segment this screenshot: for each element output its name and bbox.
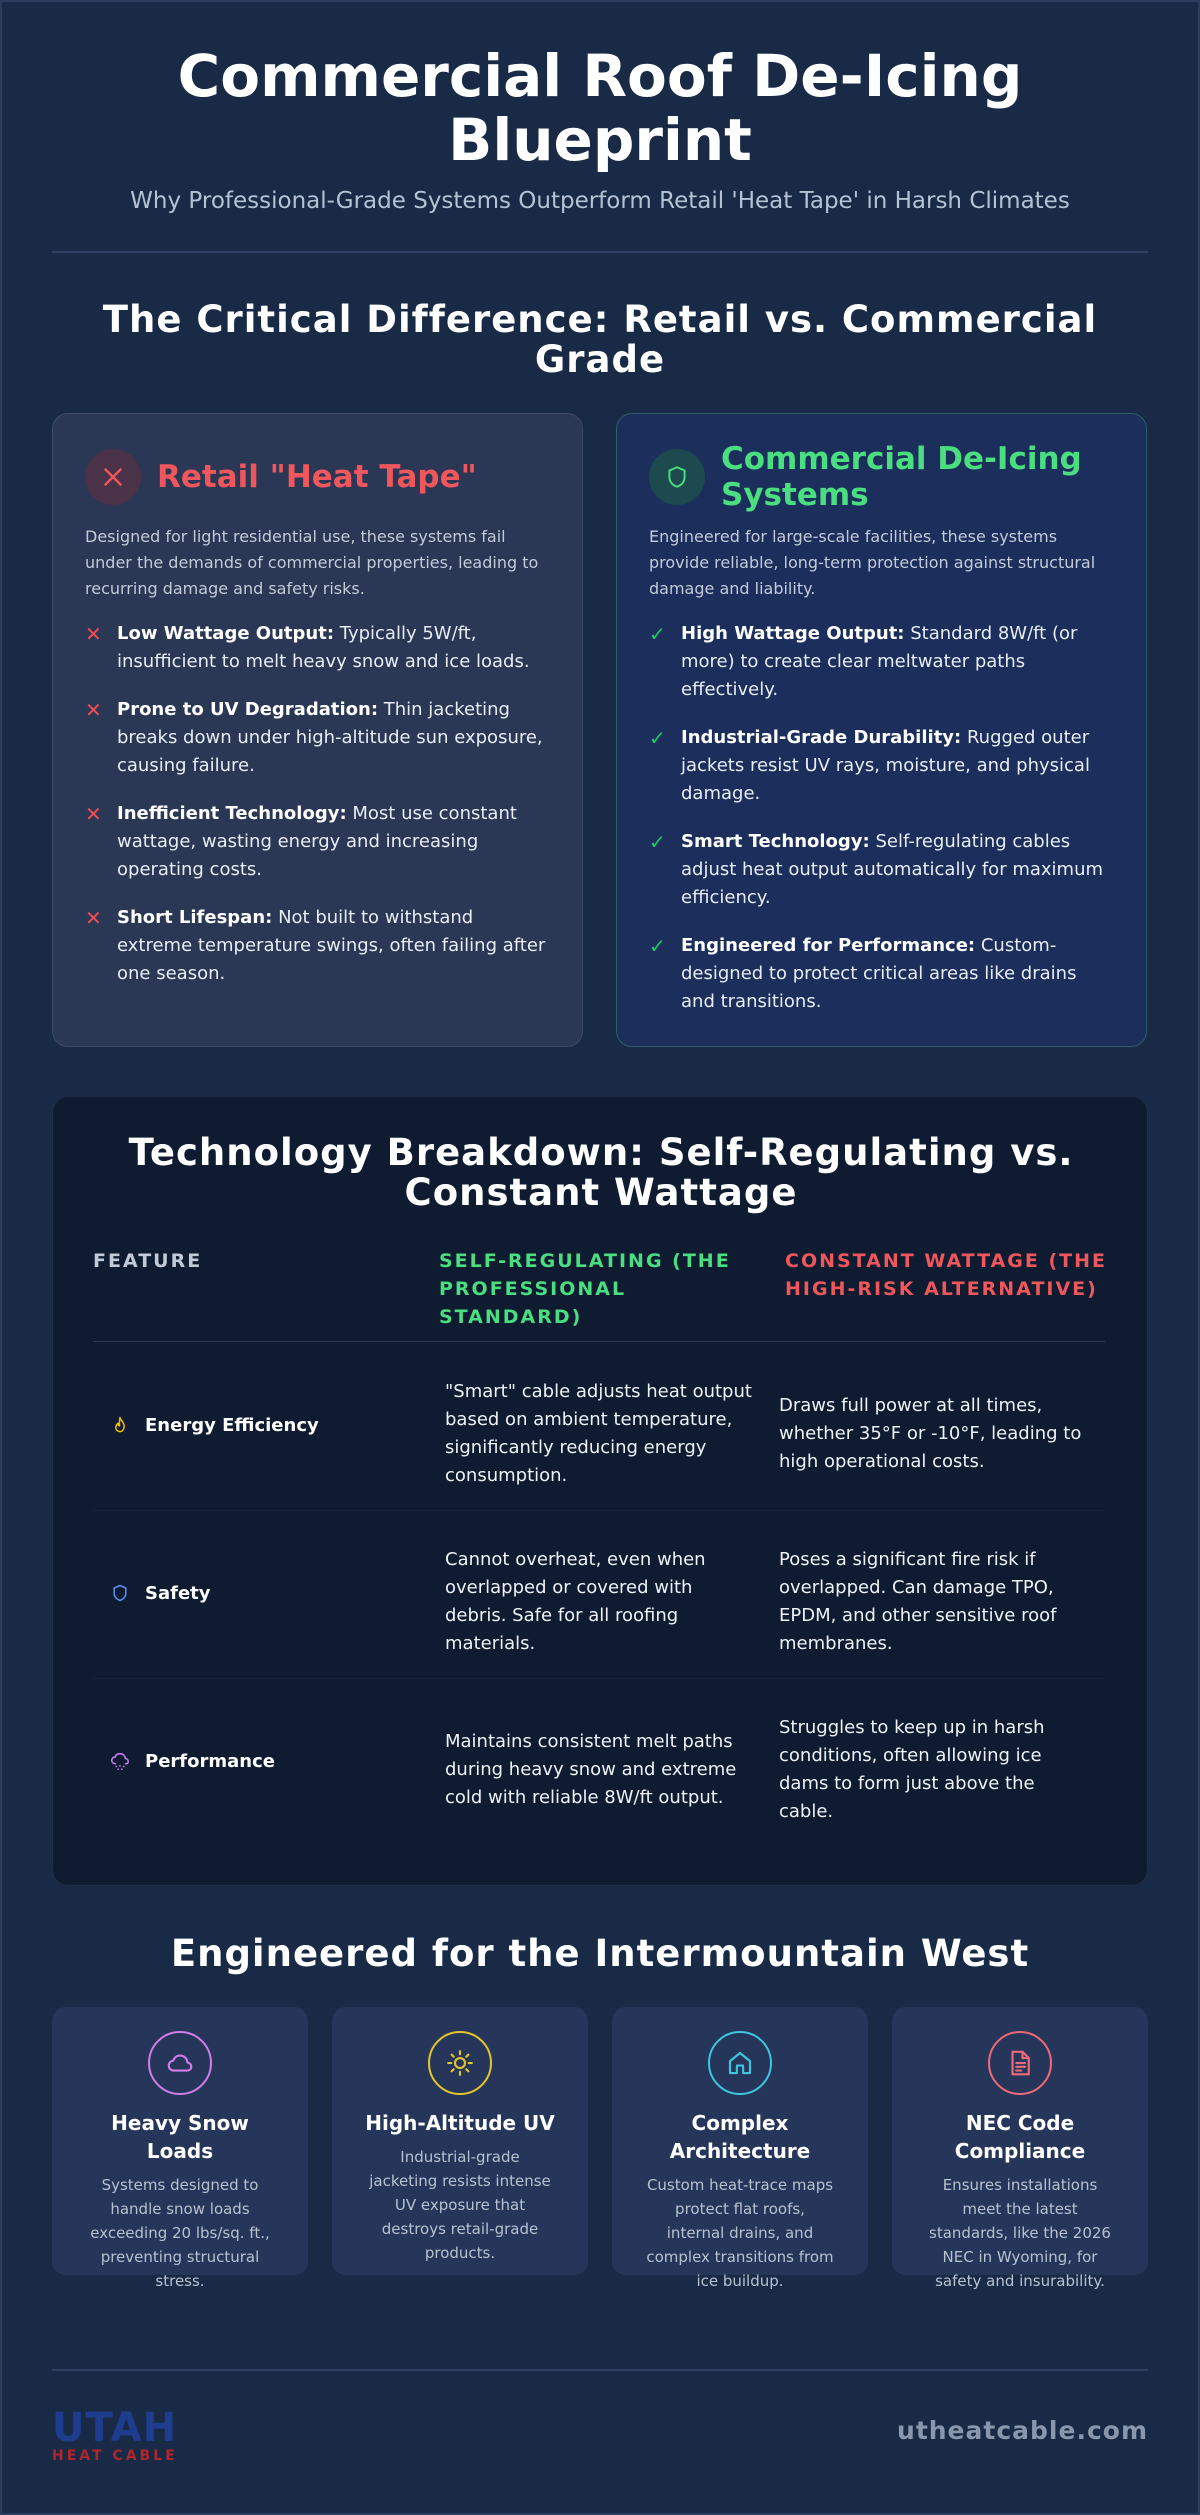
cloud-snow-icon xyxy=(109,1750,131,1772)
feature-cards xyxy=(52,2007,1148,2290)
item-label: Inefficient Technology: xyxy=(117,803,347,824)
retail-card-description: Designed for light residential use, these systems fail under the demands of commercial properties, leading to recurring damage and safety risks. xyxy=(85,527,539,598)
self-regulating-cell: "Smart" cable adjusts heat output based on ambient temperature, significantly reducing energy consumption. xyxy=(445,1381,752,1486)
self-regulating-cell: Maintains consistent melt paths during heavy snow and extreme cold with reliable 8W/ft output. xyxy=(445,1731,737,1808)
constant-wattage-cell: Struggles to keep up in harsh conditions, often allowing ice dams to form just above the cable. xyxy=(779,1717,1045,1822)
feature-card-text: Systems designed to handle snow loads exceeding 20 lbs/sq. ft., preventing structural stress. xyxy=(90,2176,270,2290)
item-text: Standard 8W/ft (or more) to create clear meltwater paths effectively. xyxy=(681,623,1078,700)
item-text: Rugged outer jackets resist UV rays, moisture, and physical damage. xyxy=(681,727,1090,804)
flame-icon xyxy=(109,1414,131,1436)
shield-icon xyxy=(109,1582,131,1604)
item-label: Prone to UV Degradation: xyxy=(117,699,379,720)
item-text: Custom-designed to protect critical areas like drains and transitions. xyxy=(681,935,1077,1012)
home-icon xyxy=(708,2031,772,2095)
feature-card-text: Ensures installations meet the latest standards, like the 2026 NEC in Wyoming, for safety and insurability. xyxy=(929,2176,1111,2290)
page-title: Commercial Roof De-Icing Blueprint xyxy=(177,42,1023,174)
item-label: Engineered for Performance: xyxy=(681,935,976,956)
list-item xyxy=(85,620,550,676)
feature-card xyxy=(612,2007,868,2290)
footer-divider xyxy=(52,2369,1148,2371)
table-row xyxy=(53,1678,1149,1846)
item-label: High Wattage Output: xyxy=(681,623,905,644)
header-divider xyxy=(52,251,1148,253)
commercial-card-title: Commercial De-Icing Systems xyxy=(721,441,1082,513)
list-item xyxy=(85,696,550,780)
feature-card xyxy=(892,2007,1148,2290)
feature-card-title: Heavy Snow Loads xyxy=(111,2111,249,2163)
check-icon: ✓ xyxy=(649,934,666,958)
item-label: Smart Technology: xyxy=(681,831,870,852)
sun-icon xyxy=(428,2031,492,2095)
document-icon xyxy=(988,2031,1052,2095)
logo-sub-text: HEAT CABLE xyxy=(52,2448,178,2464)
list-item xyxy=(649,932,1114,1016)
table-row xyxy=(53,1342,1149,1510)
retail-card-title: Retail "Heat Tape" xyxy=(157,459,477,495)
column-header-feature: FEATURE xyxy=(93,1250,203,1272)
item-label: Low Wattage Output: xyxy=(117,623,335,644)
commercial-card xyxy=(616,413,1147,1047)
commercial-items xyxy=(649,620,1114,1016)
commercial-card-description: Engineered for large-scale facilities, these systems provide reliable, long-term protection against structural damage and liability. xyxy=(649,527,1096,598)
x-mark-icon: ✕ xyxy=(85,622,102,646)
retail-card xyxy=(52,413,583,1047)
x-icon xyxy=(85,449,141,505)
self-regulating-cell: Cannot overheat, even when overlapped or covered with debris. Safe for all roofing materials. xyxy=(445,1549,706,1654)
check-icon: ✓ xyxy=(649,726,666,750)
feature-card-text: Custom heat-trace maps protect flat roofs, internal drains, and complex transitions from ice buildup. xyxy=(646,2176,834,2290)
list-item xyxy=(85,904,550,988)
column-header-constant-wattage: CONSTANT WATTAGE (THE HIGH-RISK ALTERNATIVE) xyxy=(785,1250,1107,1300)
item-text: Typically 5W/ft, insufficient to melt heavy snow and ice loads. xyxy=(117,623,530,672)
check-icon: ✓ xyxy=(649,622,666,646)
comparison-title: The Critical Difference: Retail vs. Commercial Grade xyxy=(102,298,1098,381)
feature-card xyxy=(52,2007,308,2290)
item-text: Thin jacketing breaks down under high-altitude sun exposure, causing failure. xyxy=(117,699,543,776)
item-label: Short Lifespan: xyxy=(117,907,273,928)
x-mark-icon: ✕ xyxy=(85,906,102,930)
technology-title: Technology Breakdown: Self-Regulating vs. Constant Wattage xyxy=(128,1131,1074,1214)
list-item xyxy=(649,724,1114,808)
feature-card-title: Complex Architecture xyxy=(669,2111,811,2163)
list-item xyxy=(649,828,1114,912)
shield-icon xyxy=(649,449,705,505)
logo-main-text: UTAH xyxy=(52,2405,178,2451)
constant-wattage-cell: Poses a significant fire risk if overlapped. Can damage TPO, EPDM, and other sensitive roof membranes. xyxy=(779,1549,1057,1654)
cloud-icon xyxy=(148,2031,212,2095)
x-mark-icon: ✕ xyxy=(85,802,102,826)
column-header-self-regulating: SELF-REGULATING (THE PROFESSIONAL STANDARD) xyxy=(439,1250,731,1328)
feature-card xyxy=(332,2007,588,2275)
item-text: Not built to withstand extreme temperature swings, often failing after one season. xyxy=(117,907,546,984)
feature-card-title: NEC Code Compliance xyxy=(954,2111,1086,2163)
check-icon: ✓ xyxy=(649,830,666,854)
item-label: Industrial-Grade Durability: xyxy=(681,727,962,748)
constant-wattage-cell: Draws full power at all times, whether 35°F or -10°F, leading to high operational costs. xyxy=(779,1395,1082,1472)
x-mark-icon: ✕ xyxy=(85,698,102,722)
item-text: Self-regulating cables adjust heat output automatically for maximum efficiency. xyxy=(681,831,1104,908)
retail-items xyxy=(85,620,550,988)
list-item xyxy=(649,620,1114,704)
table-row xyxy=(53,1510,1149,1678)
feature-card-text: Industrial-grade jacketing resists intense UV exposure that destroys retail-grade products. xyxy=(369,2148,551,2262)
page-subtitle: Why Professional-Grade Systems Outperform Retail 'Heat Tape' in Harsh Climates xyxy=(130,188,1070,214)
company-logo xyxy=(52,2405,232,2464)
technology-table xyxy=(52,1096,1148,1886)
item-text: Most use constant wattage, wasting energy and increasing operating costs. xyxy=(117,803,517,880)
feature-card-title: High-Altitude UV xyxy=(365,2111,555,2135)
website-link[interactable]: utheatcable.com xyxy=(897,2416,1148,2445)
list-item xyxy=(85,800,550,884)
feature-label: Safety xyxy=(145,1582,211,1604)
feature-label: Energy Efficiency xyxy=(145,1414,319,1436)
feature-label: Performance xyxy=(145,1750,275,1772)
intermountain-title: Engineered for the Intermountain West xyxy=(170,1932,1030,1975)
